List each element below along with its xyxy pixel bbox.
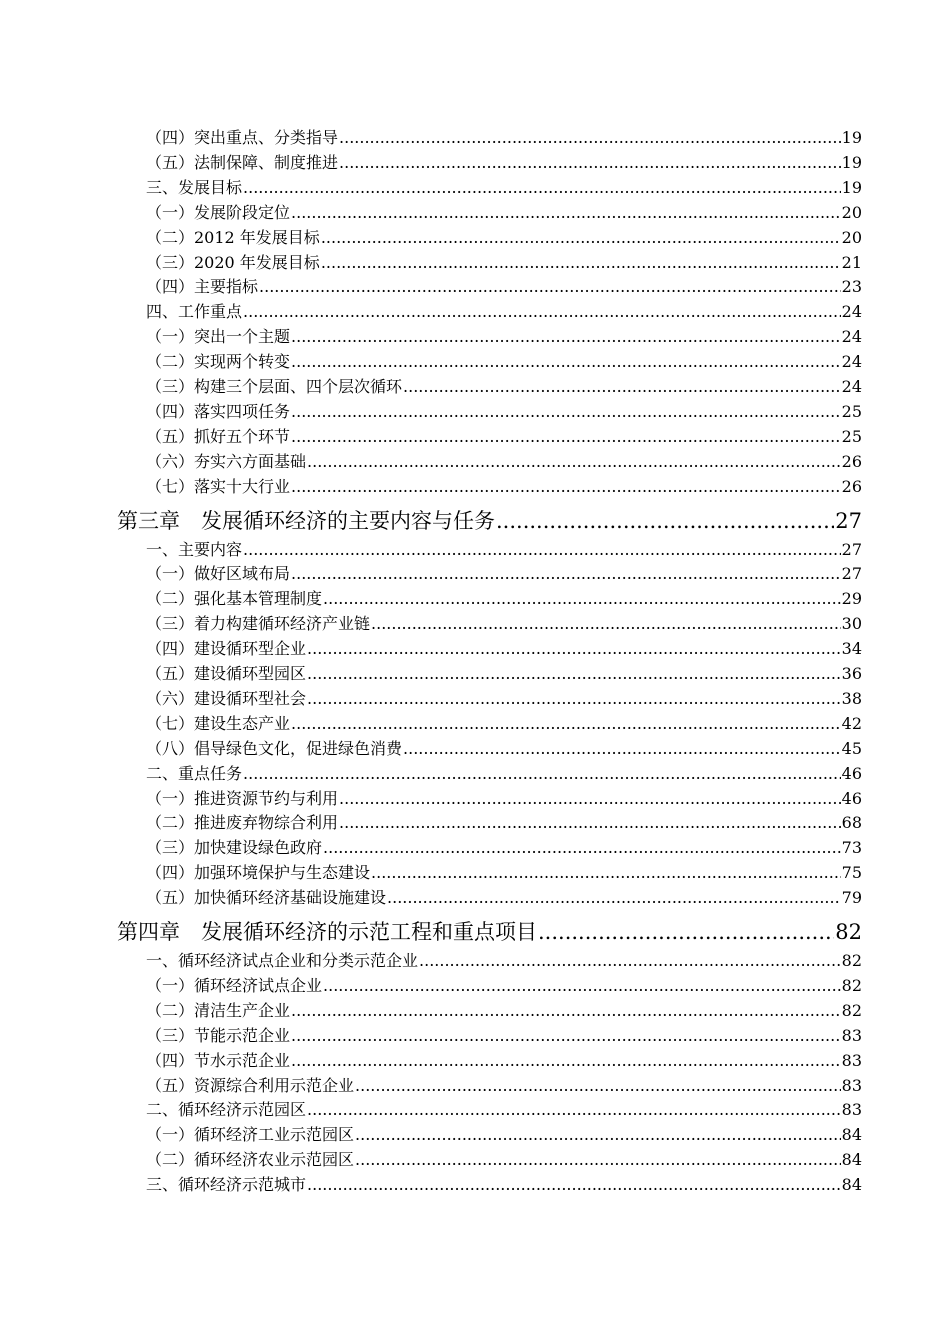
toc-subsection-entry[interactable] — [146, 153, 862, 173]
toc-page-number: 46 — [841, 788, 862, 808]
toc-subsection-entry[interactable] — [146, 402, 862, 422]
toc-page-number: 84 — [841, 1150, 862, 1170]
dot-leader — [419, 951, 841, 971]
dot-leader — [371, 614, 841, 634]
dot-leader — [291, 427, 841, 447]
toc-section-entry[interactable] — [146, 302, 862, 322]
toc-page-number: 19 — [841, 177, 862, 197]
toc-page-number: 79 — [841, 888, 862, 908]
toc-entry-label: （六）夯实六方面基础 — [146, 451, 307, 471]
dot-leader — [321, 228, 841, 248]
toc-section-entry[interactable] — [146, 1100, 862, 1120]
toc-entry-label: （三）构建三个层面、四个层次循环 — [146, 377, 403, 396]
dot-leader — [403, 377, 841, 397]
toc-entry-label: 三、发展目标 — [146, 177, 243, 197]
toc-page-number: 34 — [841, 639, 862, 659]
toc-entry-label: （一）推进资源节约与利用 — [146, 788, 339, 808]
toc-page-number: 83 — [841, 1050, 862, 1070]
toc-chapter-entry[interactable] — [117, 919, 862, 945]
toc-subsection-entry[interactable] — [146, 377, 862, 397]
toc-page-number: 75 — [841, 863, 862, 883]
toc-subsection-entry[interactable] — [146, 639, 862, 659]
toc-page-number: 82 — [835, 920, 862, 944]
dot-leader — [339, 789, 841, 809]
toc-subsection-entry[interactable] — [146, 888, 862, 908]
toc-page-number: 82 — [841, 951, 862, 970]
toc-entry-label: 一、主要内容 — [146, 539, 243, 559]
toc-section-entry[interactable] — [146, 951, 862, 971]
toc-page-number: 38 — [841, 688, 862, 708]
dot-leader — [291, 203, 841, 223]
toc-entry-label: 三、循环经济示范城市 — [146, 1175, 307, 1195]
toc-entry-label: （三）着力构建循环经济产业链 — [146, 614, 371, 634]
dot-leader — [355, 1076, 841, 1096]
toc-page-number: 20 — [841, 202, 862, 222]
dot-leader — [307, 689, 841, 709]
toc-entry-label: 第四章 发展循环经济的示范工程和重点项目 — [117, 920, 537, 944]
dot-leader — [323, 838, 841, 858]
toc-entry-label: （三）节能示范企业 — [146, 1025, 291, 1045]
toc-section-entry[interactable] — [146, 764, 862, 784]
toc-section-entry[interactable] — [146, 540, 862, 560]
toc-subsection-entry[interactable] — [146, 128, 862, 148]
toc-entry-label: （一）突出一个主题 — [146, 327, 291, 347]
toc-subsection-entry[interactable] — [146, 714, 862, 734]
dot-leader — [307, 639, 841, 659]
toc-page-number: 24 — [841, 327, 862, 347]
toc-entry-label: （五）建设循环型园区 — [146, 664, 307, 683]
toc-subsection-entry[interactable] — [146, 228, 862, 248]
toc-entry-label: （四）突出重点、分类指导 — [146, 128, 339, 147]
toc-subsection-entry[interactable] — [146, 1026, 862, 1046]
toc-subsection-entry[interactable] — [146, 689, 862, 709]
toc-subsection-entry[interactable] — [146, 1001, 862, 1021]
toc-entry-label: （六）建设循环型社会 — [146, 688, 307, 708]
toc-page-number: 73 — [841, 838, 862, 858]
dot-leader — [339, 128, 841, 148]
toc-page-number: 83 — [841, 1025, 862, 1045]
dot-leader — [291, 477, 841, 497]
dot-leader — [339, 153, 841, 173]
toc-entry-label: 二、循环经济示范园区 — [146, 1100, 307, 1120]
toc-entry-label: （二）2012 年发展目标 — [146, 227, 320, 247]
toc-entry-label: （四）主要指标 — [146, 277, 259, 297]
toc-page-number: 36 — [841, 664, 862, 683]
toc-page-number: 46 — [841, 763, 862, 783]
toc-section-entry[interactable] — [146, 1175, 862, 1195]
toc-entry-label: （五）抓好五个环节 — [146, 426, 291, 446]
dot-leader — [496, 508, 834, 534]
toc-subsection-entry[interactable] — [146, 589, 862, 609]
toc-subsection-entry[interactable] — [146, 813, 862, 833]
toc-subsection-entry[interactable] — [146, 203, 862, 223]
toc-subsection-entry[interactable] — [146, 477, 862, 497]
toc-page-number: 84 — [841, 1125, 862, 1145]
dot-leader — [291, 1001, 841, 1021]
dot-leader — [403, 739, 841, 759]
toc-entry-label: （二）推进废弃物综合利用 — [146, 813, 339, 833]
toc-subsection-entry[interactable] — [146, 1125, 862, 1145]
toc-entry-label: （三）加快建设绿色政府 — [146, 838, 323, 858]
toc-subsection-entry[interactable] — [146, 352, 862, 372]
toc-subsection-entry[interactable] — [146, 1051, 862, 1071]
dot-leader — [321, 253, 841, 273]
toc-page-number: 19 — [841, 152, 862, 172]
toc-entry-label: （四）落实四项任务 — [146, 401, 291, 421]
dot-leader — [307, 1100, 841, 1120]
toc-entry-label: （四）加强环境保护与生态建设 — [146, 863, 371, 883]
toc-page-number: 45 — [841, 738, 862, 758]
dot-leader — [339, 813, 841, 833]
toc-entry-label: （一）循环经济工业示范园区 — [146, 1125, 355, 1145]
toc-subsection-entry[interactable] — [146, 564, 862, 584]
toc-page-number: 82 — [841, 975, 862, 995]
dot-leader — [291, 402, 841, 422]
toc-entry-label: （五）法制保障、制度推进 — [146, 152, 339, 172]
toc-entry-label: 四、工作重点 — [146, 302, 243, 322]
toc-subsection-entry[interactable] — [146, 614, 862, 634]
toc-section-entry[interactable] — [146, 178, 862, 198]
toc-entry-label: （七）落实十大行业 — [146, 476, 291, 496]
toc-page-number: 25 — [841, 401, 862, 421]
toc-entry-label: （一）发展阶段定位 — [146, 202, 291, 222]
toc-page-number: 84 — [841, 1175, 862, 1195]
dot-leader — [291, 1051, 841, 1071]
dot-leader — [323, 976, 841, 996]
toc-page-number: 26 — [841, 451, 862, 471]
toc-page-number: 27 — [841, 539, 862, 559]
toc-page-number: 24 — [841, 352, 862, 372]
toc-subsection-entry[interactable] — [146, 863, 862, 883]
toc-page-number: 24 — [841, 302, 862, 322]
toc-entry-label: （二）强化基本管理制度 — [146, 589, 323, 609]
toc-page-number: 26 — [841, 476, 862, 496]
toc-page-number: 23 — [841, 277, 862, 297]
toc-subsection-entry[interactable] — [146, 838, 862, 858]
dot-leader — [323, 589, 841, 609]
toc-entry-label: （四）节水示范企业 — [146, 1050, 291, 1070]
toc-page-number: 30 — [841, 614, 862, 634]
toc-subsection-entry[interactable] — [146, 789, 862, 809]
dot-leader — [387, 888, 841, 908]
toc-entry-label: （三）2020 年发展目标 — [146, 252, 320, 272]
toc-subsection-entry[interactable] — [146, 427, 862, 447]
toc-subsection-entry[interactable] — [146, 976, 862, 996]
dot-leader — [307, 1175, 841, 1195]
toc-entry-label: （五）资源综合利用示范企业 — [146, 1075, 355, 1095]
toc-entry-label: （五）加快循环经济基础设施建设 — [146, 888, 387, 908]
toc-page-number: 20 — [841, 227, 862, 247]
toc-page-number: 27 — [835, 508, 862, 533]
toc-entry-label: （八）倡导绿色文化，促进绿色消费 — [146, 738, 403, 758]
toc-subsection-entry[interactable] — [146, 664, 862, 684]
toc-page-number: 25 — [841, 426, 862, 446]
dot-leader — [291, 1026, 841, 1046]
dot-leader — [538, 919, 834, 945]
toc-page-number: 83 — [841, 1100, 862, 1120]
toc-entry-label: （四）建设循环型企业 — [146, 639, 307, 659]
toc-entry-label: （二）实现两个转变 — [146, 352, 291, 372]
dot-leader — [259, 277, 841, 297]
dot-leader — [291, 564, 841, 584]
dot-leader — [291, 352, 841, 372]
toc-entry-label: （一）做好区域布局 — [146, 564, 291, 584]
dot-leader — [371, 863, 841, 883]
toc-subsection-entry[interactable] — [146, 1076, 862, 1096]
toc-subsection-entry[interactable] — [146, 253, 862, 273]
toc-entry-label: （一）循环经济试点企业 — [146, 975, 323, 995]
toc-entry-label: （七）建设生态产业 — [146, 713, 291, 733]
toc-subsection-entry[interactable] — [146, 1150, 862, 1170]
toc-entry-label: 一、循环经济试点企业和分类示范企业 — [146, 951, 419, 970]
dot-leader — [243, 764, 841, 784]
toc-entry-label: 第三章 发展循环经济的主要内容与任务 — [117, 508, 495, 533]
dot-leader — [243, 302, 841, 322]
toc-chapter-entry[interactable] — [117, 508, 862, 534]
toc-subsection-entry[interactable] — [146, 327, 862, 347]
toc-page-number: 24 — [841, 377, 862, 396]
toc-page-number: 83 — [841, 1075, 862, 1095]
dot-leader — [291, 714, 841, 734]
toc-entry-label: （二）循环经济农业示范园区 — [146, 1150, 355, 1170]
dot-leader — [307, 664, 841, 684]
toc-page-number: 82 — [841, 1000, 862, 1020]
dot-leader — [291, 327, 841, 347]
toc-subsection-entry[interactable] — [146, 277, 862, 297]
dot-leader — [355, 1125, 841, 1145]
toc-subsection-entry[interactable] — [146, 739, 862, 759]
toc-page-number: 42 — [841, 713, 862, 733]
toc-entry-label: （二）清洁生产企业 — [146, 1000, 291, 1020]
dot-leader — [243, 178, 841, 198]
toc-page-number: 68 — [841, 813, 862, 833]
toc-page-number: 21 — [841, 252, 862, 272]
toc-page-number: 29 — [841, 589, 862, 609]
dot-leader — [307, 452, 841, 472]
dot-leader — [243, 540, 841, 560]
toc-page-number: 27 — [841, 564, 862, 584]
dot-leader — [355, 1150, 841, 1170]
toc-subsection-entry[interactable] — [146, 452, 862, 472]
toc-entry-label: 二、重点任务 — [146, 763, 243, 783]
toc-page-number: 19 — [841, 128, 862, 147]
